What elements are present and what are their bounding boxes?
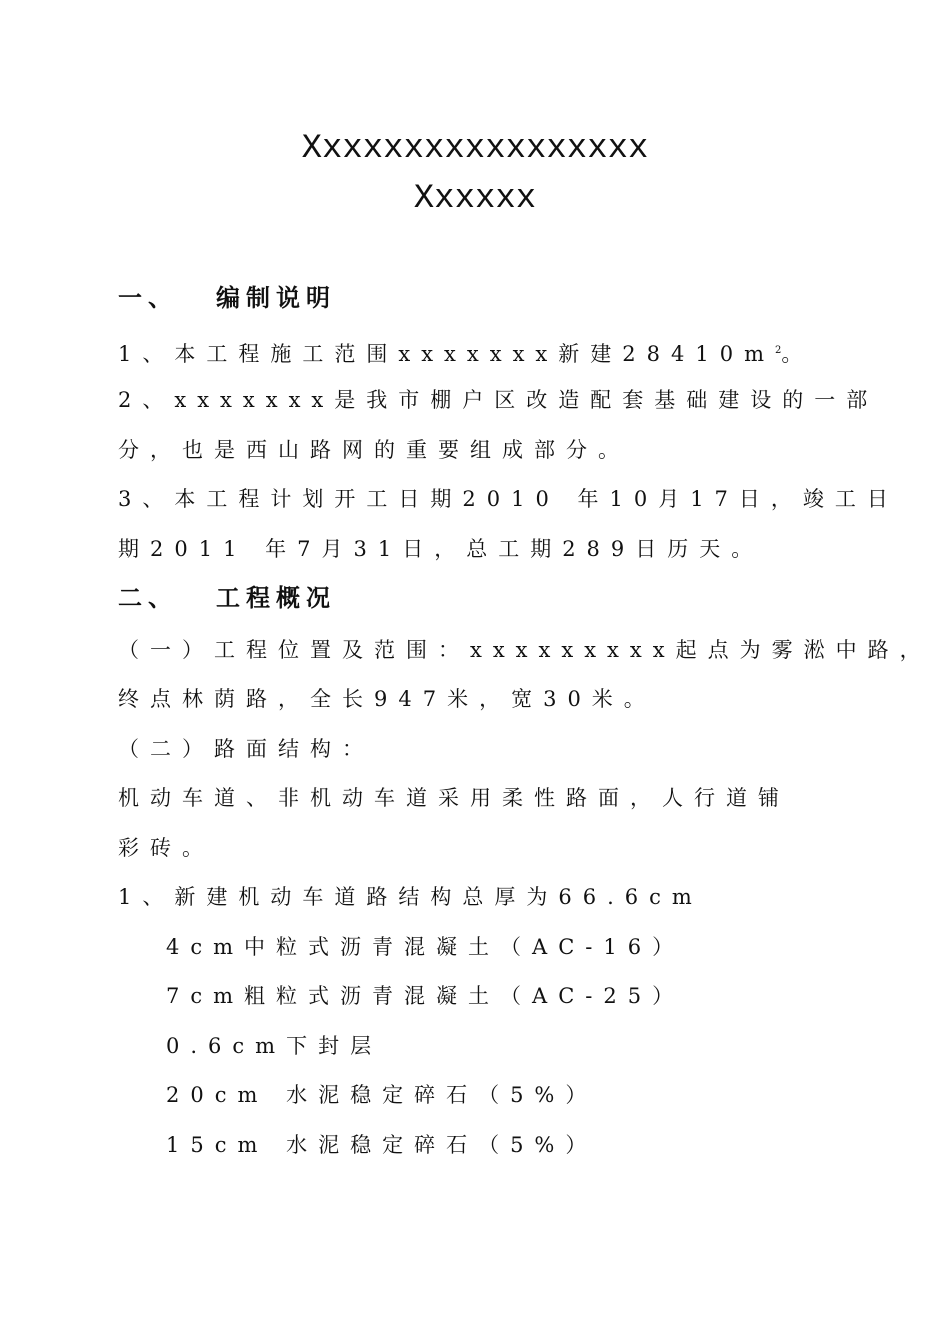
section-number: 二、 bbox=[118, 584, 178, 612]
structure-line-2: 彩砖。 bbox=[118, 836, 214, 860]
location-line-1: （一）工程位置及范围：xxxxxxxxx起点为雾淞中路， bbox=[118, 638, 932, 662]
section-title: 工程概况 bbox=[216, 584, 336, 612]
paragraph-item-2-line-1: 2、xxxxxxx是我市棚户区改造配套基础建设的一部 bbox=[118, 388, 879, 412]
paragraph-item-3-line-2: 期2011 年7月31日，总工期289日历天。 bbox=[118, 537, 764, 561]
item-text-end: 。 bbox=[781, 342, 814, 366]
layer-item: 7cm粗粒式沥青混凝土（AC-25） bbox=[166, 984, 685, 1008]
section-heading-2 bbox=[118, 583, 336, 613]
paragraph-item-2-line-2: 分，也是西山路网的重要组成部分。 bbox=[118, 438, 630, 462]
section-heading-1 bbox=[118, 283, 336, 313]
section-title: 编制说明 bbox=[216, 284, 336, 312]
layer-item: 4cm中粒式沥青混凝土（AC-16） bbox=[166, 935, 685, 959]
structure-line-1: 机动车道、非机动车道采用柔性路面，人行道铺 bbox=[118, 786, 790, 810]
document-title: Xxxxxxxxxxxxxxxxx bbox=[301, 130, 649, 168]
layer-item: 0.6cm下封层 bbox=[166, 1034, 383, 1058]
layer-item: 20cm 水泥稳定碎石（5%） bbox=[166, 1083, 598, 1107]
section-number: 一、 bbox=[118, 284, 178, 312]
layer-item: 15cm 水泥稳定碎石（5%） bbox=[166, 1133, 598, 1157]
location-line-2: 终点林荫路，全长947米，宽30米。 bbox=[118, 687, 656, 711]
superscript: 2 bbox=[774, 345, 782, 356]
item-text: 1、本工程施工范围xxxxxxx新建28410m bbox=[118, 342, 775, 366]
structure-heading: （二）路面结构： bbox=[118, 737, 374, 761]
layers-heading: 1、新建机动车道路结构总厚为66.6cm bbox=[118, 885, 703, 909]
paragraph-item-1 bbox=[118, 336, 813, 369]
paragraph-item-3-line-1: 3、本工程计划开工日期2010 年10月17日，竣工日 bbox=[118, 487, 899, 511]
document-subtitle: Xxxxxx bbox=[413, 180, 537, 218]
